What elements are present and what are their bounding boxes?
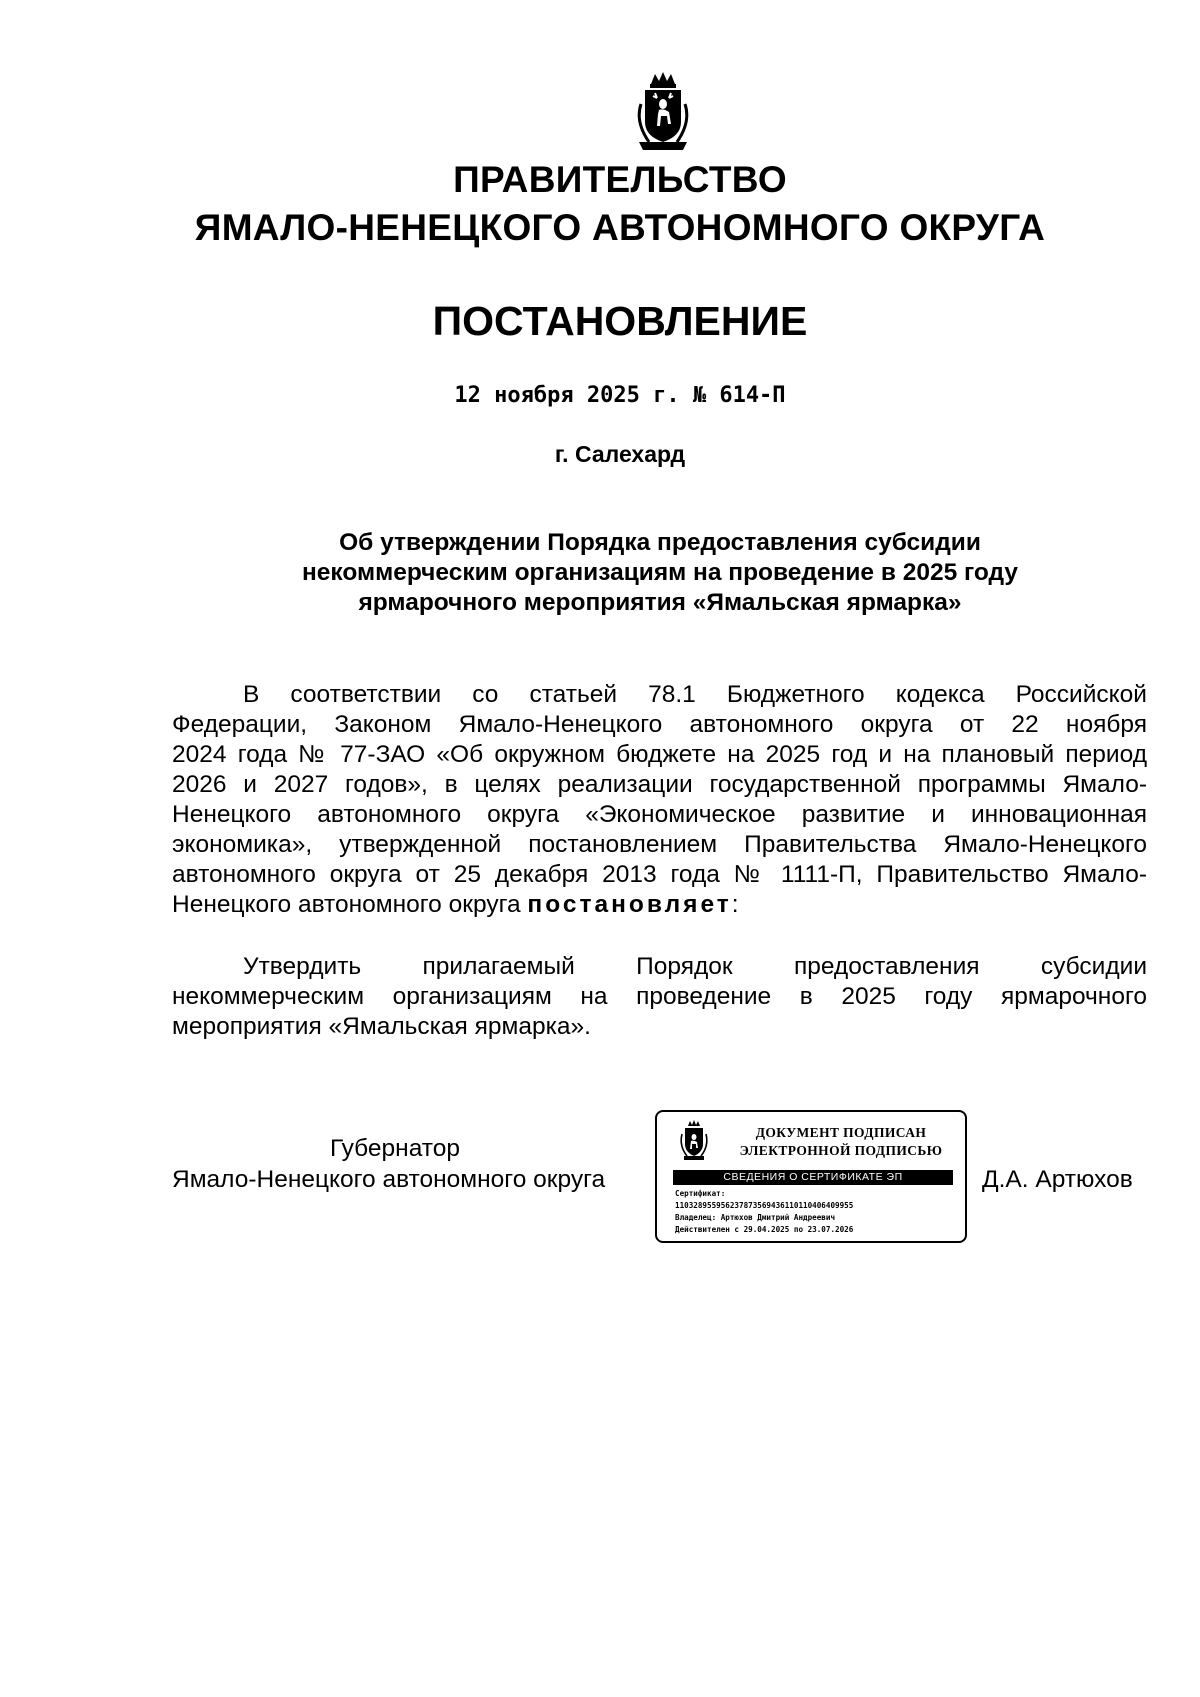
subject-line: Об утверждении Порядка предоставления субсидии: [339, 529, 981, 556]
stamp-title-line1: ДОКУМЕНТ ПОДПИСАН: [755, 1125, 927, 1140]
body-line: мероприятия «Ямальская ярмарка».: [172, 1013, 591, 1040]
body-line: 2024 года № 77-ЗАО «Об окружном бюджете на 2025 год и на плановый период: [172, 741, 1147, 768]
body-paragraph-1: [172, 680, 1147, 920]
stamp-cert-info: [675, 1188, 960, 1236]
stamp-cert-header: СВЕДЕНИЯ О СЕРТИФИКАТЕ ЭП: [673, 1170, 953, 1185]
document-type: ПОСТАНОВЛЕНИЕ: [432, 298, 808, 344]
body-line-last: [172, 890, 1147, 920]
stamp-cert-owner: Владелец: Артюхов Дмитрий Андреевич: [675, 1213, 836, 1222]
body-line: В соответствии со статьей 78.1 Бюджетного кодекса Российской: [243, 681, 1147, 708]
document-city: г. Салехард: [554, 441, 686, 467]
stamp-cert-number: 11032895595623787356943611011040640995​5: [675, 1201, 854, 1210]
document-date-number: 12 ноября 2025 г. № 614-П: [454, 383, 786, 408]
body-paragraph-2: [172, 952, 1147, 1042]
body-line: некоммерческим организациям на проведение в 2025 году ярмарочного: [172, 983, 1147, 1010]
body-line: 2026 и 2027 годов», в целях реализации государственной программы Ямало-: [172, 771, 1147, 798]
stamp-title: [725, 1124, 957, 1160]
signatory-position: [172, 1133, 605, 1195]
resolution-verb: постановляет: [527, 891, 732, 918]
body-line: Федерации, Законом Ямало-Ненецкого автономного округа от 22 ноября: [172, 711, 1147, 738]
stamp-title-line2: ЭЛЕКТРОННОЙ ПОДПИСЬЮ: [739, 1143, 943, 1158]
body-line: экономика», утвержденной постановлением Правительства Ямало-Ненецкого: [172, 831, 1147, 858]
electronic-signature-stamp: [655, 1110, 967, 1243]
body-line-suffix: :: [731, 891, 739, 918]
subject-line: некоммерческим организациям на проведение в 2025 году: [301, 559, 1019, 586]
government-title-line1: ПРАВИТЕЛЬСТВО: [453, 159, 787, 200]
stamp-coat-of-arms-icon: [677, 1120, 711, 1162]
body-line: автономного округа от 25 декабря 2013 года № 1111-П, Правительство Ямало-: [172, 861, 1147, 888]
coat-of-arms-icon: [625, 70, 701, 154]
body-line: Ненецкого автономного округа «Экономическое развитие и инновационная: [172, 801, 1147, 828]
stamp-cert-label: Сертификат:: [675, 1189, 726, 1198]
government-title-line2: ЯМАЛО-НЕНЕЦКОГО АВТОНОМНОГО ОКРУГА: [194, 207, 1046, 248]
subject-line: ярмарочного мероприятия «Ямальская ярмарка»: [358, 589, 962, 616]
body-line-prefix: Ненецкого автономного округа: [172, 891, 528, 918]
stamp-cert-validity: Действителен с 29.04.2025 по 23.07.2026: [675, 1225, 854, 1234]
body-line: Утвердить прилагаемый Порядок предоставления субсидии: [243, 953, 1147, 980]
signatory-post-line2: Ямало-Ненецкого автономного округа: [172, 1166, 606, 1193]
document-subject: [200, 528, 1120, 618]
signatory-name: Д.А. Артюхов: [982, 1166, 1133, 1193]
signatory-post-line1: Губернатор: [330, 1135, 460, 1162]
